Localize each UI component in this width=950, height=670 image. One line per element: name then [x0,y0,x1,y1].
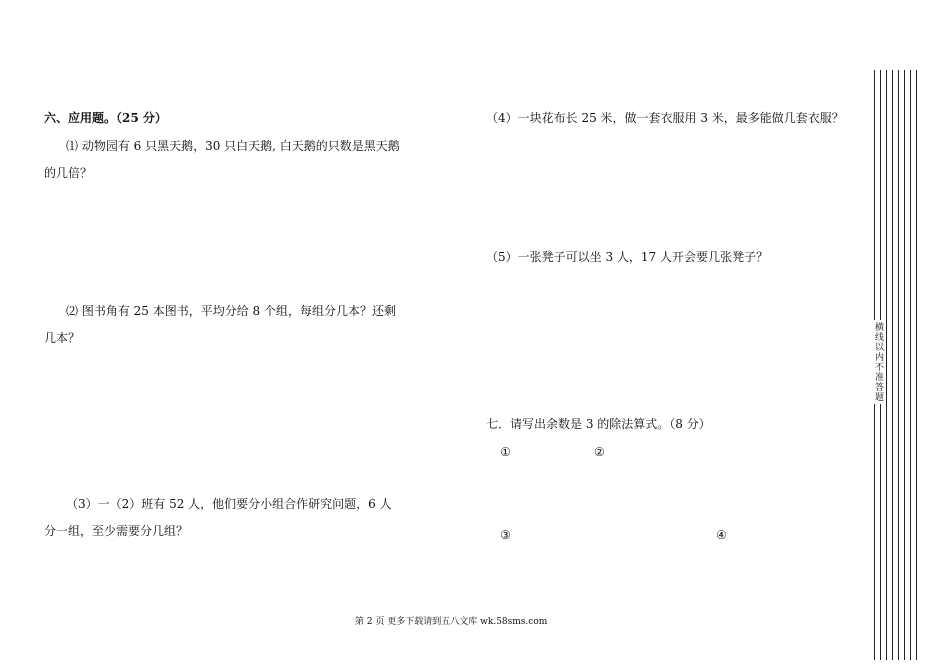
question-5: （5）一张凳子可以坐 3 人，17 人开会要几张凳子？ [486,250,768,264]
binding-line [886,70,887,660]
answer-marker-1: ① [500,445,511,459]
answer-marker-3: ③ [500,528,511,542]
question-2-line-2: 几本？ [44,331,81,345]
binding-line [916,70,917,660]
question-3-line-1: （3）一（2）班有 52 人，他们要分小组合作研究问题，6 人 [66,497,392,511]
answer-marker-2: ② [594,445,605,459]
section7-title: 七．请写出余数是 3 的除法算式。（8 分） [486,417,711,431]
answer-marker-4: ④ [716,528,727,542]
binding-line [910,70,911,660]
binding-line [898,70,899,660]
question-3-line-2: 分一组，至少需要分几组？ [44,524,189,538]
question-2-line-1: ⑵ 图书角有 25 本图书，平均分给 8 个组，每组分几本？还剩 [66,304,396,318]
section6-title: 六、应用题。（25 分） [44,111,167,125]
binding-line [904,70,905,660]
question-1-line-2: 的几倍？ [44,166,93,180]
question-1-line-1: ⑴ 动物园有 6 只黑天鹅，30 只白天鹅, 白天鹅的只数是黑天鹅 [66,139,400,153]
binding-notice: 横线以内不准答题 [873,322,883,402]
question-4: （4）一块花布长 25 米，做一套衣服用 3 米，最多能做几套衣服？ [486,111,844,125]
binding-line [892,70,893,660]
page-footer: 第 2 页 更多下载请到五八文库 wk.58sms.com [355,617,548,627]
